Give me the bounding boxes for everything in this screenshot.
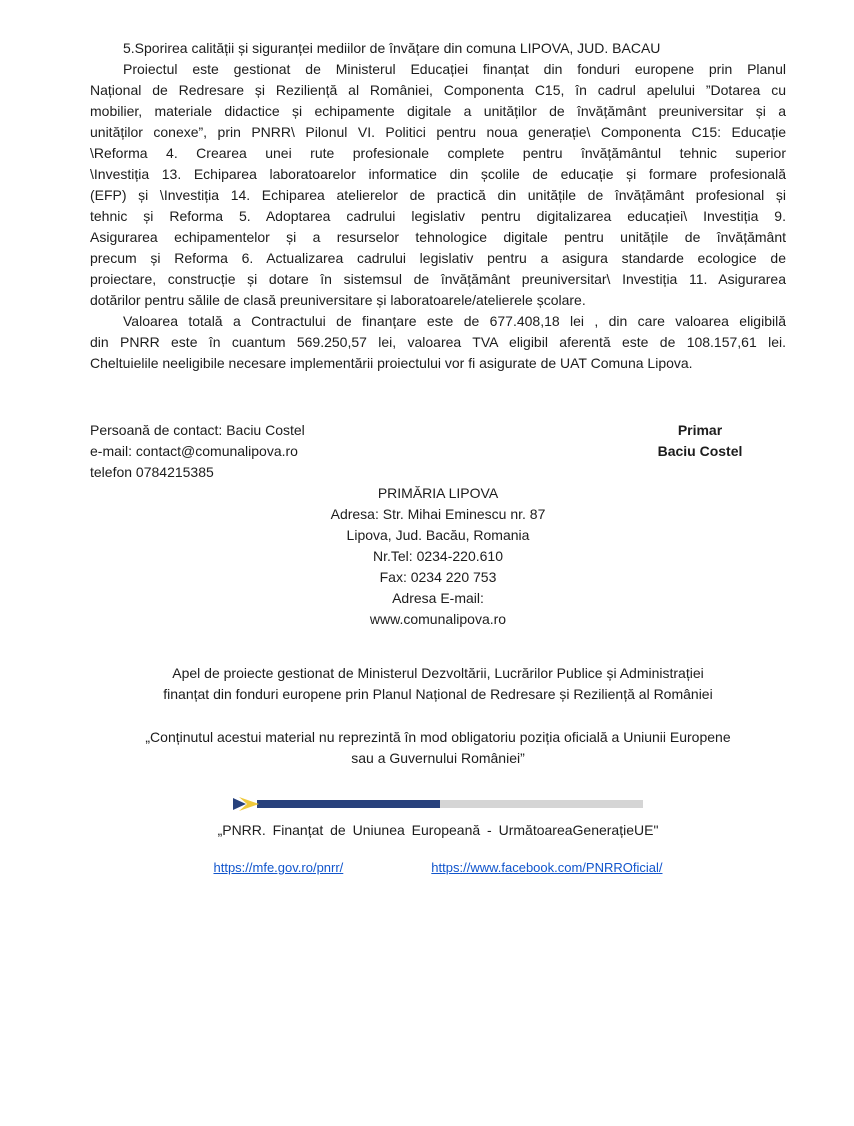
primaria-email-label: Adresa E-mail: bbox=[392, 590, 484, 606]
pnrr-banner bbox=[90, 797, 786, 818]
contact-phone-line: telefon 0784215385 bbox=[90, 464, 214, 480]
text-line: \Reforma 4. Crearea unei rute profesionale complete pentru învățământul tehnic superior bbox=[90, 145, 786, 161]
text-line: dotărilor pentru sălile de clasă preuniversitare și laboratoarele/atelierele școlare. bbox=[90, 292, 586, 308]
text-line: tehnic și Reforma 5. Adoptarea cadrului legislativ pentru digitalizarea educației\ Investiția 9. bbox=[90, 208, 786, 224]
text-line: Apel de proiecte gestionat de Ministerul Dezvoltării, Lucrărilor Publice și Administrației bbox=[172, 665, 704, 681]
primaria-address-line2: Lipova, Jud. Bacău, Romania bbox=[346, 527, 530, 543]
pnrr-arrow-banner-graphic bbox=[233, 797, 643, 811]
primaria-fax: Fax: 0234 220 753 bbox=[379, 569, 497, 585]
disclaimer-paragraph bbox=[90, 727, 786, 769]
project-title bbox=[90, 38, 786, 59]
primaria-name: PRIMĂRIA LIPOVA bbox=[377, 485, 499, 501]
text-line: Asigurarea echipamentelor și a resurselor tehnologice digitale pentru unitățile de învățământ bbox=[90, 229, 786, 245]
primaria-address-line1: Adresa: Str. Mihai Eminescu nr. 87 bbox=[330, 506, 546, 522]
text-line: din PNRR este în cuantum 569.250,57 lei, valoarea TVA eligibil aferentă este de 108.157,61 lei. bbox=[90, 334, 786, 350]
apel-paragraph bbox=[90, 663, 786, 705]
text-line: \Investiția 13. Echiparea laboratoarelor informatice din școlile de educație și formare profesională bbox=[90, 166, 786, 182]
text-line: mobilier, materiale didactice și echipamente digitale a unităților de învățământ preuniversitar și a bbox=[90, 103, 786, 119]
signature-block bbox=[620, 420, 780, 462]
text-line: „Conținutul acestui material nu reprezintă în mod obligatoriu poziția oficială a Uniunii Europene bbox=[145, 729, 731, 745]
links-row bbox=[90, 857, 786, 878]
banner-navy-bar bbox=[257, 800, 440, 808]
pnrr-caption: „PNRR. Finanțat de Uniunea Europeană - UrmătoareaGenerațieUE" bbox=[217, 822, 659, 838]
mfe-pnrr-link[interactable]: https://mfe.gov.ro/pnrr/ bbox=[213, 860, 344, 875]
contact-person-line: Persoană de contact: Baciu Costel bbox=[90, 422, 305, 438]
facebook-pnrr-link[interactable]: https://www.facebook.com/PNRROficial/ bbox=[431, 860, 663, 875]
text-line: Național de Redresare și Reziliență al României, Componenta C15, în cadrul apelului ”Dotarea cu bbox=[90, 82, 786, 98]
contract-value-paragraph bbox=[90, 311, 786, 374]
text-line: 5.Sporirea calității și siguranței mediilor de învățare din comuna LIPOVA, JUD. BACAU bbox=[123, 40, 661, 56]
contact-section bbox=[90, 420, 786, 483]
contact-email-line: e-mail: contact@comunalipova.ro bbox=[90, 443, 298, 459]
text-line: (EFP) și \Investiția 14. Echiparea atelierelor de practică din unitățile de învățământ profesional și bbox=[90, 187, 786, 203]
project-description-paragraph bbox=[90, 59, 786, 311]
signature-name: Baciu Costel bbox=[657, 443, 743, 459]
primaria-website: www.comunalipova.ro bbox=[369, 611, 507, 627]
primaria-block bbox=[90, 483, 786, 630]
signature-title: Primar bbox=[677, 422, 723, 438]
text-line: Proiectul este gestionat de Ministerul Educației finanțat din fonduri europene prin Planul bbox=[123, 61, 786, 77]
text-line: finanțat din fonduri europene prin Planul Național de Redresare și Reziliență al României bbox=[163, 686, 713, 702]
primaria-tel: Nr.Tel: 0234-220.610 bbox=[373, 548, 503, 564]
text-line: sau a Guvernului României” bbox=[351, 750, 525, 766]
text-line: precum și Reforma 6. Actualizarea cadrului legislativ pentru a asigura standarde ecologice de bbox=[90, 250, 786, 266]
banner-gray-bar bbox=[440, 800, 643, 808]
text-line: Cheltuielile neeligibile necesare implementării proiectului vor fi asigurate de UAT Comuna Lipova. bbox=[90, 355, 693, 371]
text-line: Valoarea totală a Contractului de finanțare este de 677.408,18 lei , din care valoarea eligibilă bbox=[123, 313, 786, 329]
text-line: proiectare, construcție și dotare în sistemsul de învățământ preuniversitar\ Investiția 11. Asigurarea bbox=[90, 271, 786, 287]
text-line: unităților conexe”, prin PNRR\ Pilonul VI. Politici pentru noua generație\ Componenta C15: Educație bbox=[90, 124, 786, 140]
